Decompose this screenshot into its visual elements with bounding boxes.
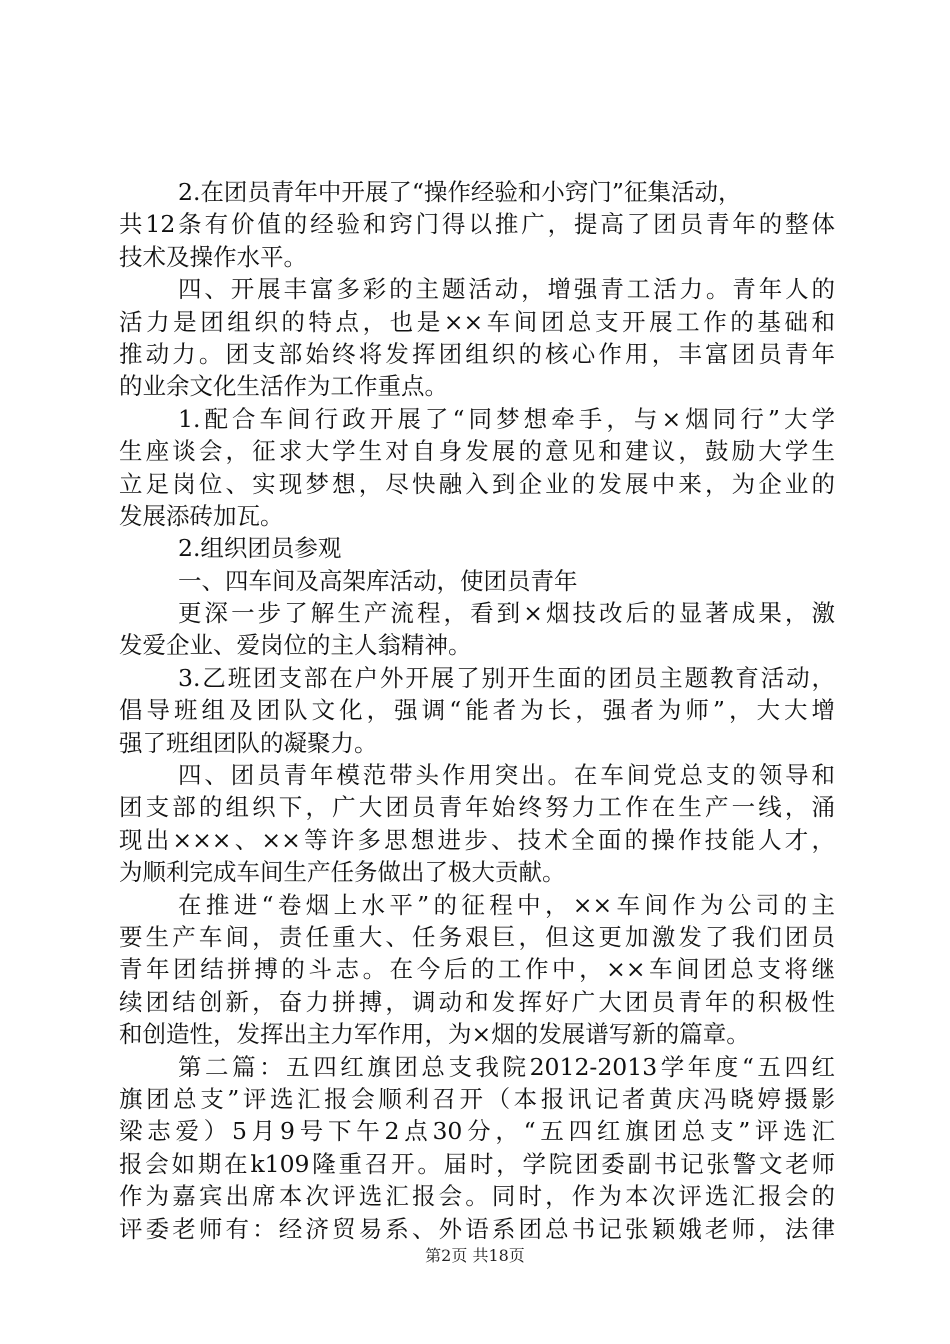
- paragraph-line: 现出×××、××等许多思想进步、技术全面的操作技能人才，: [119, 825, 835, 854]
- paragraph-line: 3.乙班团支部在户外开展了别开生面的团员主题教育活动，: [178, 663, 835, 692]
- paragraph-line: 生座谈会，征求大学生对自身发展的意见和建议，鼓励大学生: [119, 437, 835, 466]
- paragraph-line: 1.配合车间行政开展了“同梦想牵手，与×烟同行”大学: [178, 404, 835, 433]
- paragraph-line: 2.组织团员参观: [178, 534, 342, 563]
- paragraph-line: 报会如期在k109隆重召开。届时，学院团委副书记张警文老师: [119, 1149, 835, 1178]
- paragraph-line: 推动力。团支部始终将发挥团组织的核心作用，丰富团员青年: [119, 339, 835, 368]
- paragraph-line: 的业余文化生活作为工作重点。: [119, 372, 448, 401]
- paragraph-line: 强了班组团队的凝聚力。: [119, 728, 378, 757]
- paragraph-line: 在推进“卷烟上水平”的征程中，××车间作为公司的主: [178, 890, 835, 919]
- paragraph-line: 续团结创新，奋力拼搏，调动和发挥好广大团员青年的积极性: [119, 987, 835, 1016]
- paragraph-line: 发爱企业、爱岗位的主人翁精神。: [119, 631, 472, 660]
- paragraph-line: 共12条有价值的经验和窍门得以推广，提高了团员青年的整体: [119, 210, 835, 239]
- paragraph-line: 技术及操作水平。: [119, 242, 307, 271]
- paragraph-line: 梁志爱）5月9号下午2点30分，“五四红旗团总支”评选汇: [119, 1117, 835, 1146]
- paragraph-line: 四、开展丰富多彩的主题活动，增强青工活力。青年人的: [178, 275, 835, 304]
- page-number-footer: 第2页 共18页: [425, 1246, 525, 1265]
- paragraph-line: 青年团结拼搏的斗志。在今后的工作中，××车间团总支将继: [119, 955, 835, 984]
- document-body: [119, 176, 835, 1245]
- paragraph-line: 发展添砖加瓦。: [119, 501, 284, 530]
- paragraph-line: 倡导班组及团队文化，强调“能者为长，强者为师”，大大增: [119, 696, 835, 725]
- paragraph-line: 第二篇：五四红旗团总支我院2012-2013学年度“五四红: [178, 1052, 835, 1081]
- paragraph-line: 立足岗位、实现梦想，尽快融入到企业的发展中来，为企业的: [119, 469, 835, 498]
- paragraph-line: 团支部的组织下，广大团员青年始终努力工作在生产一线，涌: [119, 793, 835, 822]
- paragraph-line: 和创造性，发挥出主力军作用，为×烟的发展谱写新的篇章。: [119, 1020, 750, 1049]
- paragraph-line: 为顺利完成车间生产任务做出了极大贡献。: [119, 858, 566, 887]
- paragraph-line: 更深一步了解生产流程，看到×烟技改后的显著成果，激: [178, 599, 835, 628]
- paragraph-line: 评委老师有：经济贸易系、外语系团总书记张颖娥老师，法律: [119, 1214, 835, 1243]
- paragraph-line: 要生产车间，责任重大、任务艰巨，但这更加激发了我们团员: [119, 922, 835, 951]
- paragraph-line: 旗团总支”评选汇报会顺利召开（本报讯记者黄庆冯晓婷摄影: [119, 1084, 835, 1113]
- paragraph-line: 一、四车间及高架库活动，使团员青年: [178, 566, 578, 595]
- paragraph-line: 四、团员青年模范带头作用突出。在车间党总支的领导和: [178, 761, 835, 790]
- paragraph-line: 活力是团组织的特点，也是××车间团总支开展工作的基础和: [119, 307, 835, 336]
- paragraph-line: 作为嘉宾出席本次评选汇报会。同时，作为本次评选汇报会的: [119, 1182, 835, 1211]
- paragraph-line: 2.在团员青年中开展了“操作经验和小窍门”征集活动，: [178, 178, 742, 206]
